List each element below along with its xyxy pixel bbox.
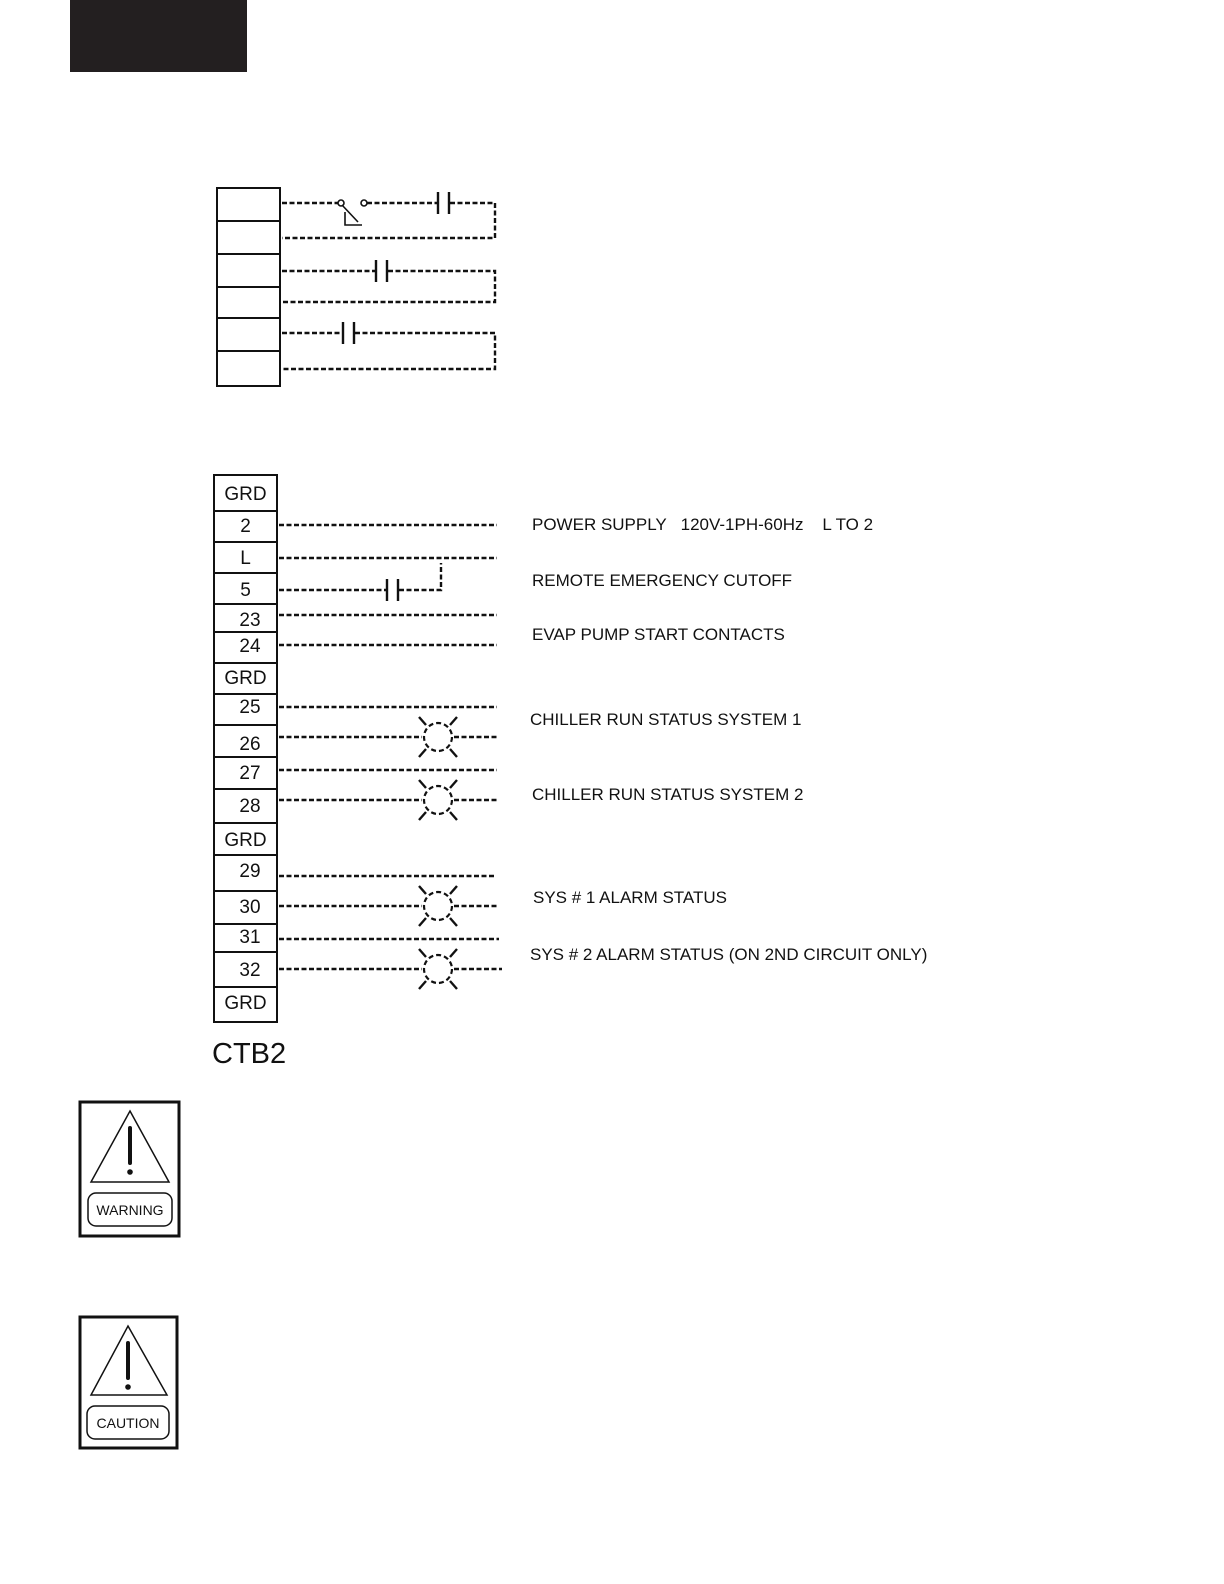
contact-icon [376, 260, 387, 282]
label-remote-cutoff: REMOTE EMERGENCY CUTOFF [532, 571, 793, 590]
label-power-supply: POWER SUPPLY 120V-1PH-60Hz L TO 2 [532, 515, 874, 534]
upper-terminal [217, 318, 280, 351]
terminal-label: 29 [239, 861, 261, 882]
indicator-lamp-icon [419, 717, 457, 757]
upper-circuit-2 [282, 260, 495, 302]
upper-terminal [217, 287, 280, 318]
terminal-block-label: CTB2 [212, 1038, 287, 1070]
indicator-lamp-icon [419, 886, 457, 926]
terminal-label: 31 [239, 927, 261, 948]
terminal-label: 32 [239, 960, 261, 981]
terminal-label: 24 [239, 636, 261, 657]
label-alarm-1: SYS # 1 ALARM STATUS [533, 888, 727, 907]
upper-circuit-1 [282, 192, 495, 238]
label-run-status-1: CHILLER RUN STATUS SYSTEM 1 [530, 710, 802, 729]
ctb2-wiring [279, 525, 502, 969]
contact-icon [387, 579, 398, 601]
warning-badge [80, 1102, 179, 1236]
terminal-label: 23 [239, 610, 261, 631]
warning-label: WARNING [96, 1202, 164, 1218]
label-evap-pump: EVAP PUMP START CONTACTS [532, 625, 785, 644]
terminal-label: GRD [224, 484, 267, 505]
terminal-label: 28 [239, 796, 261, 817]
terminal-label: 27 [239, 763, 261, 784]
upper-terminal [217, 254, 280, 287]
label-alarm-2: SYS # 2 ALARM STATUS (ON 2ND CIRCUIT ONLY) [530, 945, 928, 964]
terminal-label: GRD [224, 830, 267, 851]
contact-icon [438, 192, 449, 214]
upper-terminal-block [217, 188, 280, 386]
terminal-label: 30 [239, 897, 261, 918]
upper-circuit-3 [282, 322, 495, 369]
upper-terminal [217, 351, 280, 386]
caution-label: CAUTION [96, 1415, 160, 1431]
terminal-label: 26 [239, 734, 261, 755]
ctb2-terminal-block [212, 475, 286, 1070]
terminal-label: GRD [224, 993, 267, 1014]
terminal-label: 5 [240, 580, 251, 601]
caution-badge [80, 1317, 177, 1448]
indicator-lamp-icon [419, 949, 457, 989]
upper-terminal [217, 221, 280, 254]
terminal-label: 25 [239, 697, 261, 718]
upper-terminal [217, 188, 280, 221]
terminal-label: 2 [240, 516, 251, 537]
terminal-label: L [240, 548, 251, 569]
label-run-status-2: CHILLER RUN STATUS SYSTEM 2 [532, 785, 804, 804]
flow-switch-icon [342, 205, 362, 225]
indicator-lamp-icon [419, 780, 457, 820]
terminal-label: GRD [224, 668, 267, 689]
contact-icon [343, 322, 354, 344]
